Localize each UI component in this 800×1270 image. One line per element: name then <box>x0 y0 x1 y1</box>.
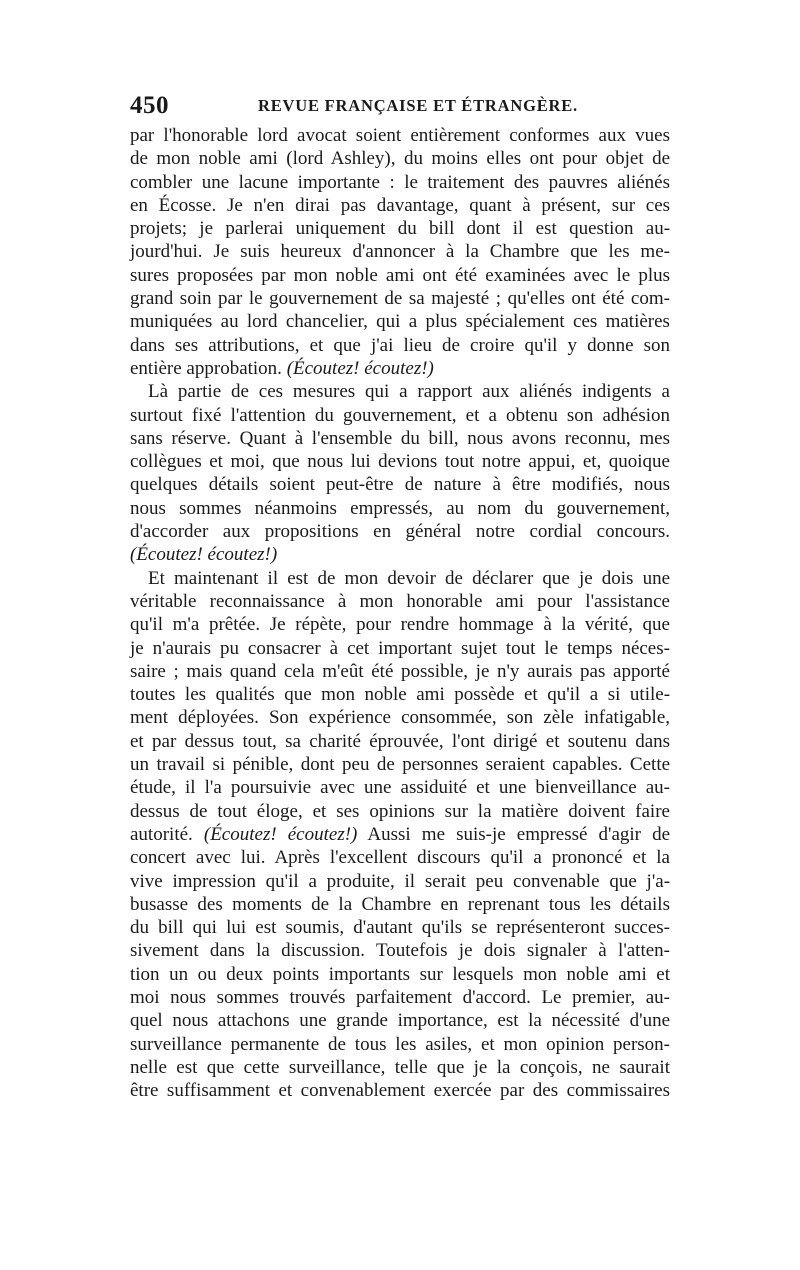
text-line <box>130 194 670 217</box>
text-segment: quelques détails soient peut-être de nature à être modifiés, nous <box>130 474 671 496</box>
text-line <box>130 1033 670 1056</box>
text-segment: autorité. <box>130 823 204 845</box>
text-line <box>130 497 670 520</box>
text-line <box>130 986 670 1009</box>
text-line <box>130 637 670 660</box>
text-line <box>130 800 670 823</box>
text-line <box>130 264 670 287</box>
text-line <box>130 427 670 450</box>
text-line <box>130 520 670 543</box>
text-segment: busasse des moments de la Chambre en reprenant tous les détails <box>130 893 670 915</box>
text-segment: saire ; mais quand cela m'eût été possible, je n'y aurais pas apporté <box>130 660 670 682</box>
text-segment: et par dessus tout, sa charité éprouvée, l'ont dirigé et soutenu dans <box>130 730 671 752</box>
text-line <box>130 590 670 613</box>
text-segment: tion un ou deux points importants sur lesquels mon noble ami et <box>130 963 670 985</box>
text-line <box>130 380 670 403</box>
text-line <box>130 846 670 869</box>
text-line <box>130 660 670 683</box>
text-segment: de mon noble ami (lord Ashley), du moins elles ont pour objet de <box>130 148 671 170</box>
text-line <box>130 706 670 729</box>
text-segment: moi nous sommes trouvés parfaitement d'accord. Le premier, au- <box>130 986 670 1008</box>
text-segment: véritable reconnaissance à mon honorable ami pour l'assistance <box>130 590 670 612</box>
text-segment: muniquées au lord chancelier, qui a plus spécialement ces matières <box>130 311 670 333</box>
text-line <box>130 124 670 147</box>
text-line <box>130 893 670 916</box>
book-page <box>130 92 670 1102</box>
text-segment: je n'aurais pu consacrer à cet important sujet tout le temps néces- <box>130 637 670 659</box>
text-line <box>130 1079 670 1102</box>
text-segment: ment déployées. Son expérience consommée, son zèle infatigable, <box>130 707 670 729</box>
text-segment: sans réserve. Quant à l'ensemble du bill, nous avons reconnu, mes <box>130 427 670 449</box>
text-line <box>130 473 670 496</box>
text-segment: du bill qui lui est soumis, d'autant qu'ils se représenteront succes- <box>130 917 671 939</box>
text-segment: surtout fixé l'attention du gouvernement, et a obtenu son adhésion <box>130 404 670 426</box>
text-segment: concert avec lui. Après l'excellent discours qu'il a prononcé et la <box>130 847 670 869</box>
text-segment: sures proposées par mon noble ami ont été examinées avec le plus <box>130 264 670 286</box>
text-segment: vive impression qu'il a produite, il serait peu convenable que j'a- <box>130 870 671 892</box>
text-line <box>130 567 670 590</box>
text-segment: toutes les qualités que mon noble ami possède et qu'il a si utile- <box>130 684 671 706</box>
text-segment: quel nous attachons une grande importance, est la nécessité d'une <box>130 1010 671 1032</box>
text-segment: par l'honorable lord avocat soient entièrement conformes aux vues <box>130 125 670 146</box>
text-segment: projets; je parlerai uniquement du bill dont il est question au- <box>130 218 671 240</box>
text-line <box>130 870 670 893</box>
text-line <box>130 613 670 636</box>
italic-interjection: (Écoutez! écoutez!) <box>203 823 358 845</box>
text-line <box>130 357 670 380</box>
page-number: 450 <box>130 92 169 119</box>
text-line <box>130 916 670 939</box>
text-line <box>130 753 670 776</box>
text-segment: combler une lacune importante : le traitement des pauvres aliénés <box>130 171 670 193</box>
text-segment: collègues et moi, que nous lui devions tout notre appui, et, quoique <box>130 451 670 473</box>
text-segment: nous sommes néanmoins empressés, au nom du gouvernement, <box>130 497 671 519</box>
text-segment: Et maintenant il est de mon devoir de déclarer que je dois une <box>148 567 671 589</box>
text-segment: dessus de tout éloge, et ses opinions sur la matière doivent faire <box>130 800 670 822</box>
text-segment: nelle est que cette surveillance, telle que je la conçois, ne saurait <box>130 1056 670 1078</box>
text-segment: surveillance permanente de tous les asiles, et mon opinion person- <box>130 1033 670 1055</box>
text-segment: étude, il l'a poursuivie avec une assiduité et une bienveillance au- <box>130 777 671 799</box>
text-segment: un travail si pénible, dont peu de personnes seraient capables. Cette <box>130 754 671 776</box>
text-line <box>130 404 670 427</box>
text-line <box>130 823 670 846</box>
text-line <box>130 543 670 566</box>
text-line <box>130 939 670 962</box>
text-line <box>130 450 670 473</box>
text-line <box>130 240 670 263</box>
text-segment: qu'il m'a prêtée. Je répète, pour rendre hommage à la vérité, que <box>130 614 670 636</box>
text-segment: grand soin par le gouvernement de sa majesté ; qu'elles ont été com- <box>130 288 670 310</box>
text-line <box>130 217 670 240</box>
text-segment: Là partie de ces mesures qui a rapport aux aliénés indigents a <box>148 381 670 403</box>
text-segment: jourd'hui. Je suis heureux d'annoncer à la Chambre que les me- <box>130 241 670 263</box>
text-segment: sivement dans la discussion. Toutefois je dois signaler à l'atten- <box>130 940 671 962</box>
italic-interjection: (Écoutez! écoutez!) <box>130 544 278 566</box>
text-line <box>130 683 670 706</box>
text-segment: dans ses attributions, et que j'ai lieu de croire qu'il y donne son <box>130 334 671 356</box>
text-line <box>130 963 670 986</box>
page-header <box>130 92 670 122</box>
italic-interjection: (Écoutez! écoutez!) <box>286 357 434 379</box>
text-segment: être suffisamment et convenablement exercée par des commissaires <box>130 1080 670 1102</box>
text-line <box>130 776 670 799</box>
text-line <box>130 147 670 170</box>
text-segment: en Écosse. Je n'en dirai pas davantage, quant à présent, sur ces <box>130 194 671 216</box>
text-line <box>130 287 670 310</box>
text-line <box>130 1056 670 1079</box>
body-text <box>130 124 670 1102</box>
text-segment: d'accorder aux propositions en général notre cordial concours. <box>130 521 671 543</box>
text-line <box>130 310 670 333</box>
running-head: REVUE FRANÇAISE ET ÉTRANGÈRE. <box>258 96 578 115</box>
text-line <box>130 1009 670 1032</box>
text-segment: entière approbation. <box>130 357 287 379</box>
text-segment: Aussi me suis-je empressé d'agir de <box>357 823 671 845</box>
text-line <box>130 334 670 357</box>
text-line <box>130 730 670 753</box>
text-line <box>130 171 670 194</box>
